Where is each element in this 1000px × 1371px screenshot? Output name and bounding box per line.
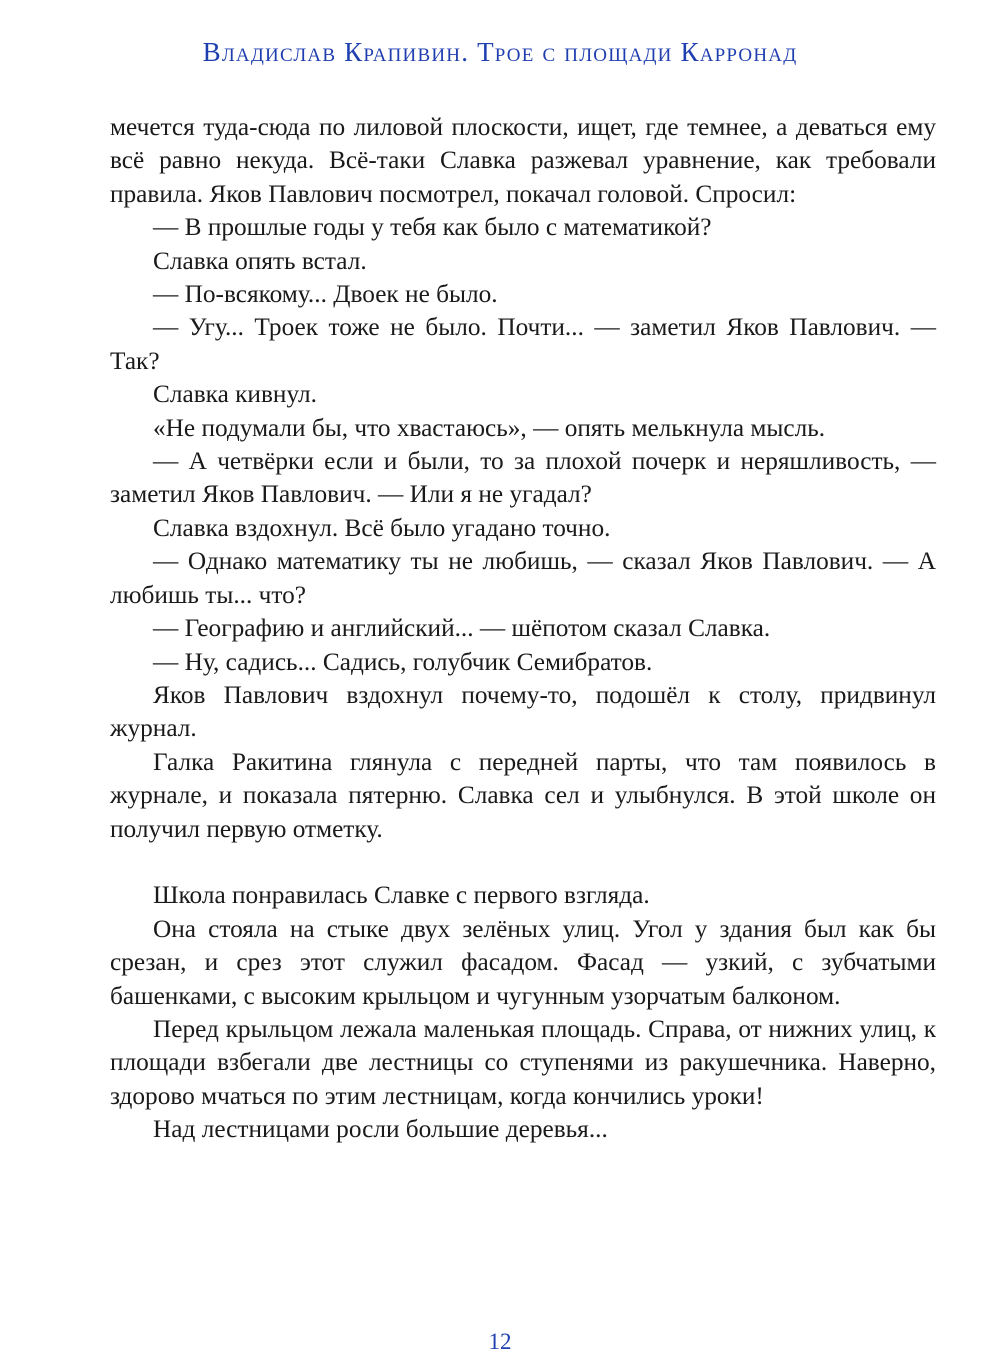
paragraph: Галка Ракитина глянула с передней парты, что там появилось в журнале, и показала пятерню. Славка сел и улыбнулся. В этой школе он получил первую отметку. bbox=[110, 747, 936, 843]
paragraph: — Угу... Троек тоже не было. Почти... — заметил Яков Павлович. — Так? bbox=[110, 313, 936, 375]
paragraph: Перед крыльцом лежала маленькая площадь. Справа, от нижних улиц, к площади взбегали две лестницы со ступенями из ракушечника. Наверно, здорово мчаться по этим лестницам, когда кончились уроки! bbox=[110, 1014, 936, 1110]
running-head: Владислав Крапивин. Трое с площади Карронад bbox=[202, 37, 798, 67]
paragraph: Славка кивнул. bbox=[153, 380, 317, 409]
paragraph: Славка опять встал. bbox=[153, 246, 367, 275]
paragraph: — Ну, садись... Садись, голубчик Семибратов. bbox=[153, 647, 653, 676]
paragraph: «Не подумали бы, что хвастаюсь», — опять мелькнула мысль. bbox=[153, 413, 826, 442]
paragraph: Над лестницами росли большие деревья... bbox=[153, 1115, 608, 1144]
paragraph: — А четвёрки если и были, то за плохой почерк и неряшливость, — заметил Яков Павлович. — Или я не угадал? bbox=[110, 447, 936, 509]
body-text bbox=[110, 111, 936, 1147]
paragraph: Школа понравилась Славке с первого взгляда. bbox=[153, 881, 650, 910]
paragraph: мечется туда-сюда по лиловой плоскости, ищет, где темнее, а деваться ему всё равно некуда. Всё-таки Славка разжевал уравнение, как требовали правила. Яков Павлович посмотрел, покачал головой. Спросил: bbox=[110, 113, 936, 208]
page-number: 12 bbox=[488, 1329, 512, 1354]
paragraph: — В прошлые годы у тебя как было с математикой? bbox=[153, 213, 712, 242]
paragraph: Славка вздохнул. Всё было угадано точно. bbox=[153, 513, 611, 542]
paragraph: — По-всякому... Двоек не было. bbox=[153, 280, 498, 309]
paragraph: — Однако математику ты не любишь, — сказал Яков Павлович. — А любишь ты... что? bbox=[110, 547, 936, 609]
paragraph: — Географию и английский... — шёпотом сказал Славка. bbox=[153, 614, 771, 643]
paragraph: Яков Павлович вздохнул почему-то, подошёл к столу, придвинул журнал. bbox=[110, 680, 936, 743]
paragraph: Она стояла на стыке двух зелёных улиц. Угол у здания был как бы срезан, и срез этот служил фасадом. Фасад — узкий, с зубчатыми башенками, с высоким крыльцом и чугунным узорчатым балконом. bbox=[110, 914, 936, 1010]
